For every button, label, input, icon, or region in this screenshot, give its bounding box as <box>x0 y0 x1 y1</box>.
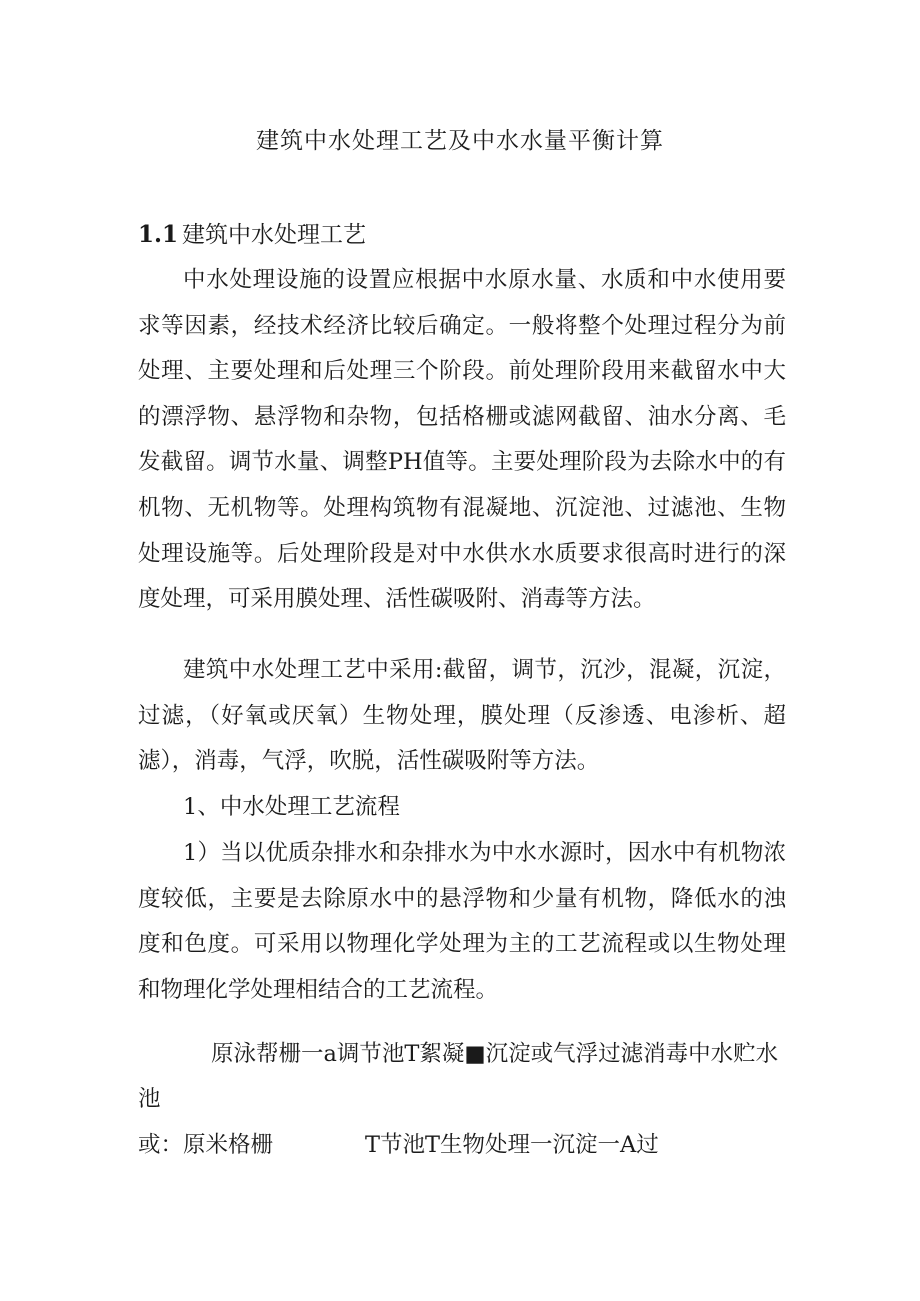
paragraph-greywater-flow: 1）当以优质杂排水和杂排水为中水水源时，因水中有机物浓度较低，主要是去除原水中的悬浮物和少量有机物，降低水的浊度和色度。可采用以物理化学处理为主的工艺流程或以生物处理和物理化学处理相结合的工艺流程。 <box>138 840 786 1003</box>
process-flow-line-2-end: T节池T生物处理一沉淀一A过 <box>365 1132 659 1158</box>
paragraph-methods: 建筑中水处理工艺中采用:截留，调节，沉沙，混凝，沉淀，过滤，（好氧或厌氧）生物处理，膜处理（反渗透、电渗析、超滤），消毒，气浮，吹脱，活性碳吸附等方法。 <box>138 657 786 775</box>
process-flow-line-2 <box>138 1123 659 1168</box>
subheading-process-flow: 1、中水处理工艺流程 <box>183 794 400 820</box>
paragraph-process-overview: 中水处理设施的设置应根据中水原水量、水质和中水使用要求等因素，经技术经济比较后确定。一般将整个处理过程分为前处理、主要处理和后处理三个阶段。前处理阶段用来截留水中大的漂浮物、悬浮物和杂物，包括格栅或滤网截留、油水分离、毛发截留。调节水量、调整PH值等。主要处理阶段为去除水中的有机物、无机物等。处理构筑物有混凝地、沉淀池、过滤池、生物处理设施等。后处理阶段是对中水供水水质要求很高时进行的深度处理，可采用膜处理、活性碳吸附、消毒等方法。 <box>138 267 786 613</box>
document-title: 建筑中水处理工艺及中水水量平衡计算 <box>256 128 664 154</box>
section-heading-text: 建筑中水处理工艺 <box>182 222 367 248</box>
process-flow-line-1: 原泳帮栅一a调节池T絮凝■沉淀或气浮过滤消毒中水贮水池 <box>138 1041 779 1112</box>
section-heading <box>138 216 366 249</box>
section-number: 1.1 <box>138 221 179 248</box>
process-flow-line-2-start: 或：原米格栅 <box>138 1132 274 1158</box>
